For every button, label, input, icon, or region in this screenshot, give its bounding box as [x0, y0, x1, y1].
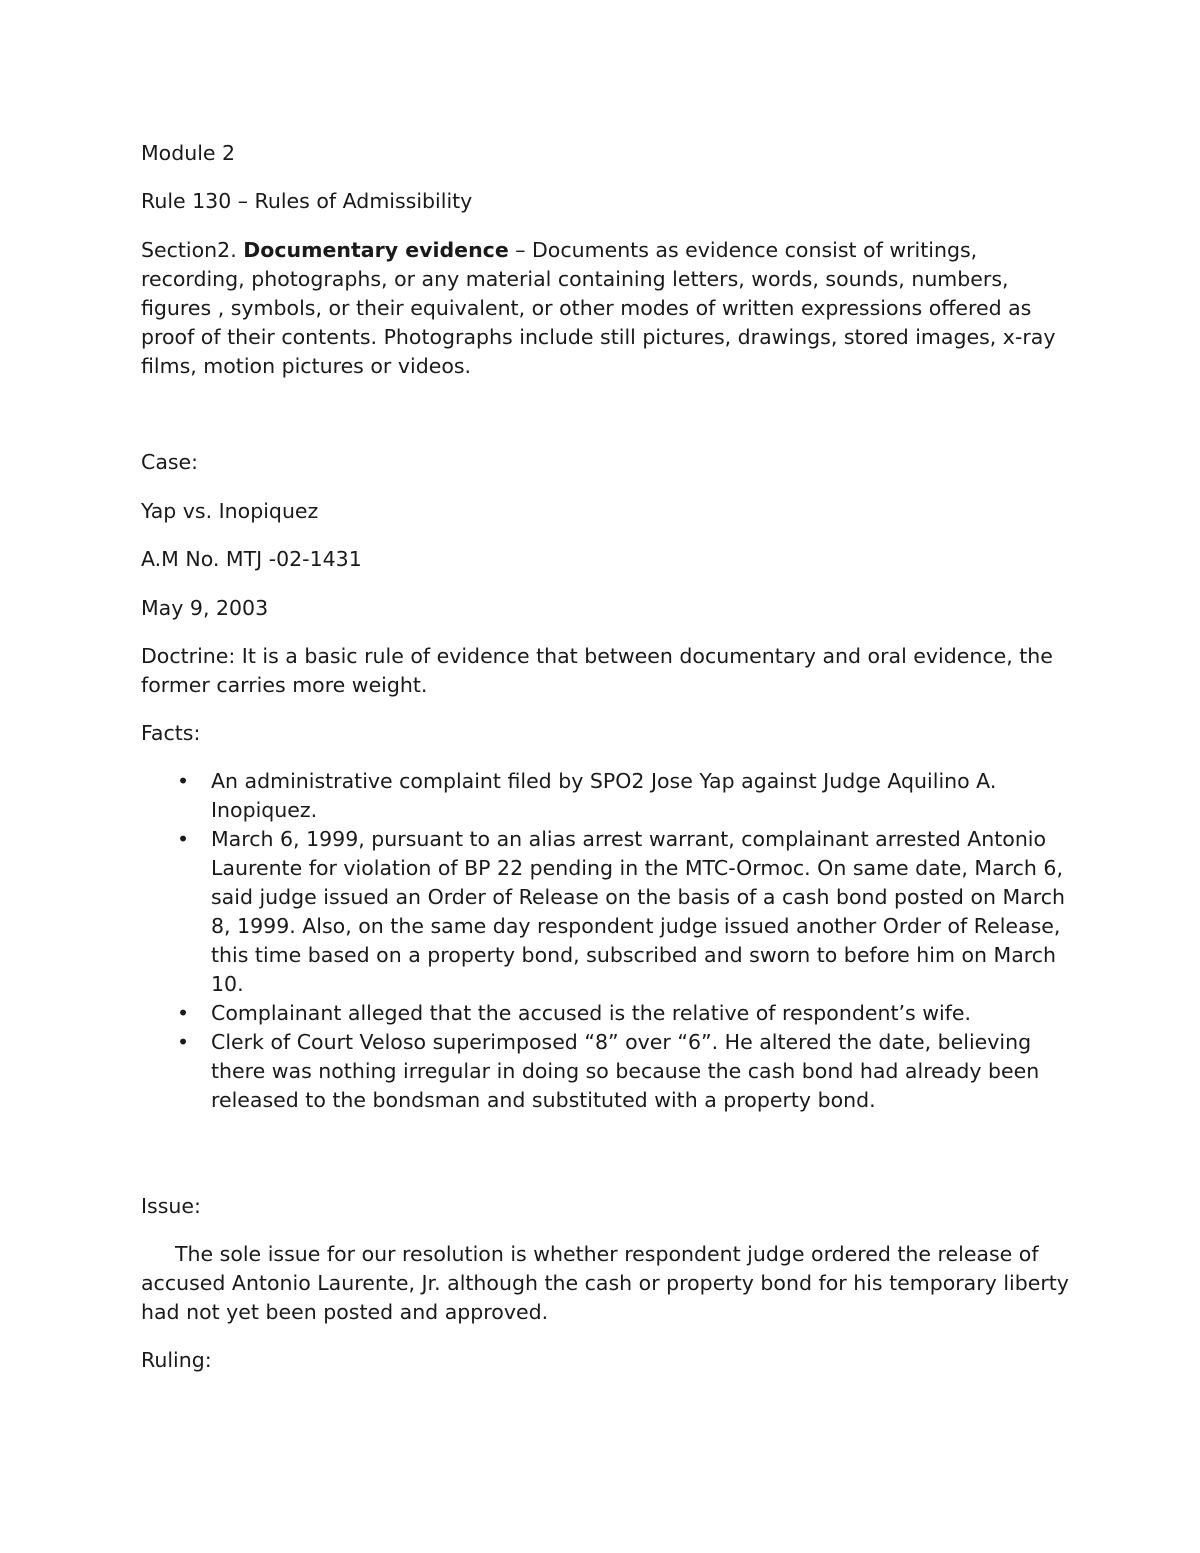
section-paragraph [141, 236, 1076, 381]
bullet-icon: • [176, 1001, 190, 1025]
facts-list [141, 767, 1076, 1115]
module-heading: Module 2 [141, 141, 236, 165]
case-title: Yap vs. Inopiquez [141, 499, 319, 523]
fact-text: March 6, 1999, pursuant to an alias arrest warrant, complainant arrested Antonio Laurente for violation of BP 22 pending in the MTC-Ormoc. On same date, March 6, said judge issued an Order of Release on the basis of a cash bond posted on March 8, 1999. Also, on the same day respondent judge issued another Order of Release, this time based on a property bond, subscribed and sworn to before him on March 10. [211, 827, 1066, 996]
case-number: A.M No. MTJ -02-1431 [141, 547, 362, 571]
list-item [141, 999, 1076, 1028]
issue-paragraph [141, 1240, 1076, 1327]
doctrine-paragraph: Doctrine: It is a basic rule of evidence that between documentary and oral evidence, the former carries more weight. [141, 644, 1053, 697]
section-body: – Documents as evidence consist of writings, recording, photographs, or any material containing letters, words, sounds, numbers, figures , symbols, or their equivalent, or other modes of written expressions offered as proof of their contents. Photographs include still pictures, drawings, stored images, x-ray films, motion pictures or videos. [141, 238, 1056, 378]
issue-label: Issue: [141, 1194, 201, 1218]
ruling-label: Ruling: [141, 1348, 212, 1372]
section-term: Documentary evidence [243, 238, 509, 262]
section-prefix: Section2. [141, 238, 244, 262]
list-item [141, 1028, 1076, 1115]
bullet-icon: • [176, 827, 190, 851]
rule-heading: Rule 130 – Rules of Admissibility [141, 189, 473, 213]
fact-text: Clerk of Court Veloso superimposed “8” over “6”. He altered the date, believing there was nothing irregular in doing so because the cash bond had already been released to the bondsman and substituted with a property bond. [211, 1030, 1040, 1112]
case-label: Case: [141, 450, 199, 474]
fact-text: Complainant alleged that the accused is the relative of respondent’s wife. [211, 1001, 972, 1025]
bullet-icon: • [176, 769, 190, 793]
list-item [141, 767, 1076, 825]
case-date: May 9, 2003 [141, 596, 269, 620]
list-item [141, 825, 1076, 999]
bullet-icon: • [176, 1030, 190, 1054]
fact-text: An administrative complaint filed by SPO2 Jose Yap against Judge Aquilino A. Inopiquez. [211, 769, 997, 822]
facts-label: Facts: [141, 721, 201, 745]
issue-text: The sole issue for our resolution is whether respondent judge ordered the release of accused Antonio Laurente, Jr. although the cash or property bond for his temporary liberty had not yet been posted and approved. [141, 1242, 1069, 1324]
